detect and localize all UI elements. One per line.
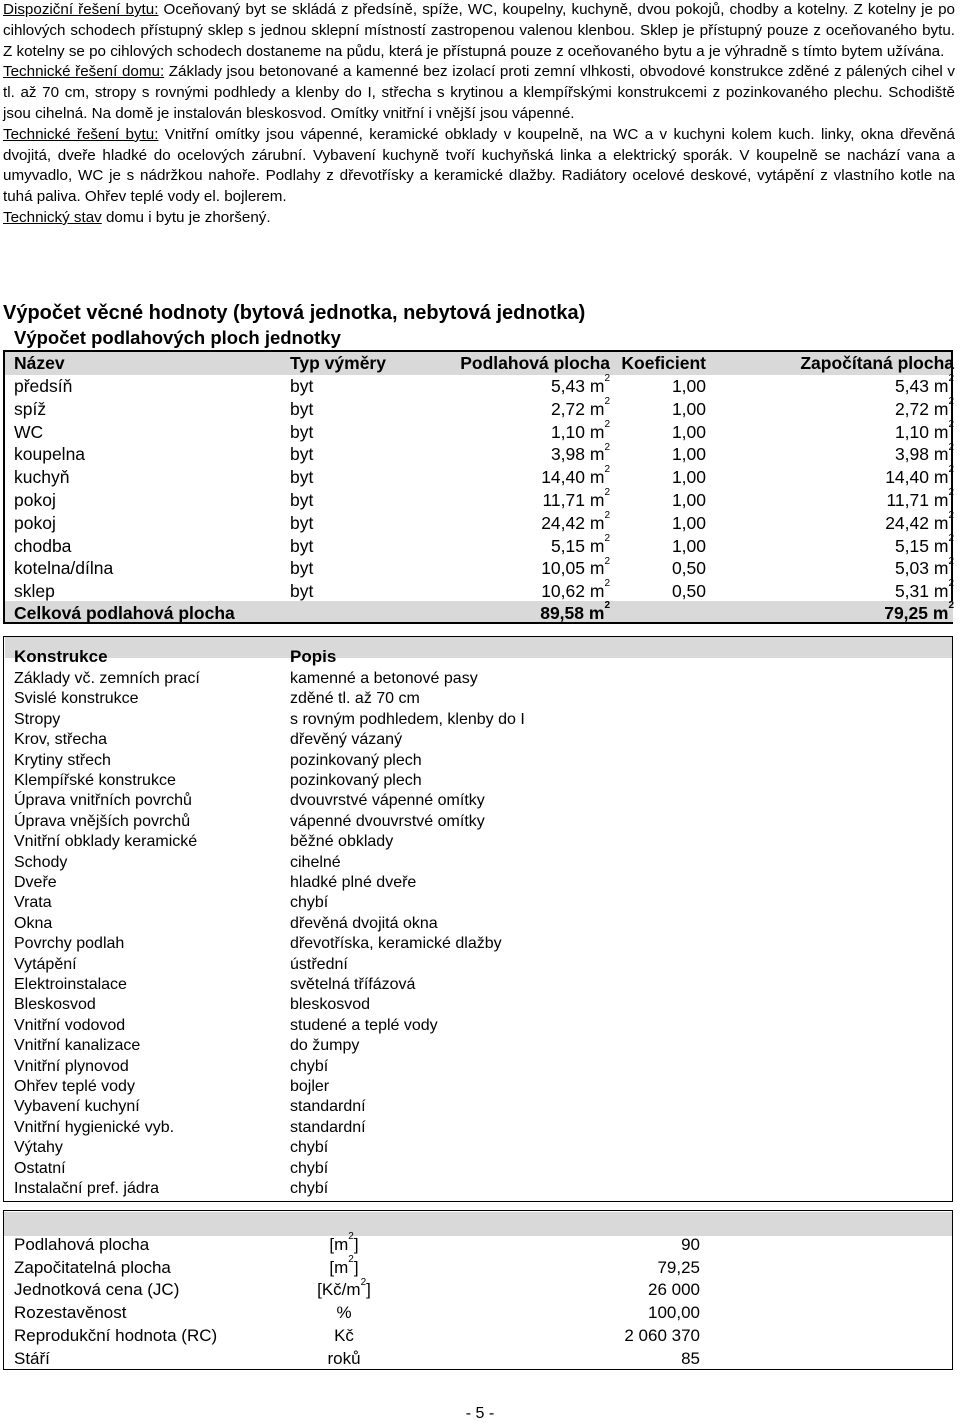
measure-type: byt [290, 490, 314, 510]
measure-type: byt [290, 467, 314, 488]
construction-row [14, 873, 914, 893]
construction-name: Vybavení kuchyní [14, 1098, 140, 1116]
construction-row [14, 751, 914, 771]
flat-tech-label: Technické řešení bytu: [3, 125, 159, 143]
construction-row [14, 1036, 914, 1056]
area-row [14, 489, 954, 511]
coefficient: 1,00 [671, 490, 706, 510]
disposition-text: Oceňovaný byt se skládá z předsíně, spíže, WC, koupelny, kuchyně, dvou pokojů, chodby a kotelny. Z kotelny je po cihlových schodech přístupný sklep s jednou sklepní místností zastropenou valenou klenbou. Sklep je přístupný pouze z oceňovaného bytu. Z kotelny se po cihlových schodech dostaneme na půdu, která je přístupná pouze z oceňovaného bytu a je výhradně s tímto bytem užívána. [3, 1, 955, 60]
construction-name: Stropy [14, 710, 61, 728]
construction-row [14, 791, 914, 811]
summary-label: Jednotková cena (JC) [14, 1280, 180, 1300]
construction-name: Klempířské konstrukce [14, 772, 176, 789]
room-name: pokoj [14, 512, 56, 533]
construction-description: bojler [290, 1078, 330, 1095]
area-row [14, 418, 954, 443]
unit-exponent: 2 [348, 1231, 354, 1243]
disposition-label: Dispoziční řešení bytu: [3, 1, 159, 18]
unit-exponent: 2 [604, 487, 610, 499]
summary-value: 100,00 [648, 1303, 700, 1323]
measure-type: byt [290, 558, 314, 579]
floor-area: 5,43 $m^2$ [550, 373, 610, 396]
summary-value: 2 060 370 [624, 1325, 700, 1345]
counted-area: 3,98 $m^2$ [894, 441, 954, 465]
measure-type: byt [290, 398, 314, 419]
flat-tech-text: Vnitřní omítky jsou vápenné, keramické obklady v koupelně, na WC a v kuchyni kolem kuch. linky, okna dřevěná dvojitá, dveře hladké do ocelových zárubní. Vybavení kuchyně tvoří kuchyňská linka a elektrický sporák. V koupelně se nachází vana a umyvadlo, WC je s nádržkou nahoře. Podlahy z dřevotřísky a keramické dlažby. Radiátory ocelové deskové, vytápění z vlastního kotle na tuhá paliva. Ohřev teplé vody el. bojlerem. [3, 125, 955, 206]
column-header: Konstrukce [14, 647, 108, 666]
floor-area: 5,15 $m^2$ [550, 532, 610, 556]
construction-name: Výtahy [14, 1139, 63, 1157]
floor-area: 10,05 $m^2$ [541, 555, 610, 579]
construction-row [14, 1159, 914, 1179]
construction-name: Vytápění [14, 955, 77, 973]
unit-exponent: 2 [948, 487, 954, 499]
summary-value: 79,25 [657, 1257, 700, 1277]
construction-name: Základy vč. zemních prací [14, 670, 200, 687]
area-row [14, 509, 954, 534]
construction-description: chybí [290, 1159, 329, 1177]
room-name: chodba [14, 535, 72, 556]
summary-row [14, 1348, 914, 1370]
construction-row [14, 955, 914, 975]
construction-description: cihelné [290, 853, 341, 871]
intro-text [3, 0, 955, 229]
house-tech-text: Základy jsou betonované a kamenné bez izolací proti zemní vlhkosti, obvodové konstrukce zděné z pálených cihel v tl. až 70 cm, stropy s rovnými podhledy a klenby do I, střecha s krytinou a klempířskými konstrukcemi z pozinkovaného plechu. Schodiště jsou cihelná. Na domě je instalován bleskosvod. Omítky vnitřní i vnější jsou vápenné. [3, 63, 955, 122]
room-name: sklep [14, 581, 55, 602]
construction-name: Dveře [14, 874, 57, 891]
construction-row [14, 832, 914, 852]
room-name: kotelna/dílna [14, 558, 114, 579]
construction-row [14, 853, 914, 873]
construction-row [14, 1118, 914, 1138]
summary-value: 90 [681, 1235, 700, 1254]
measure-type: byt [290, 376, 314, 396]
construction-description: chybí [290, 1180, 329, 1197]
area-row [14, 443, 954, 465]
measure-type: byt [290, 444, 314, 465]
coefficient: 1,00 [671, 398, 706, 419]
construction-row [14, 995, 914, 1015]
summary-unit: $[Kč/m^2]$ [317, 1276, 371, 1300]
counted-area: 14,40 $m^2$ [885, 464, 954, 488]
construction-header [14, 647, 914, 667]
measure-type: byt [290, 421, 314, 442]
construction-row [14, 689, 914, 709]
construction-description: dvouvrstvé vápenné omítky [290, 792, 485, 810]
floor-area: 14,40 $m^2$ [541, 464, 610, 488]
construction-name: Vnitřní hygienické vyb. [14, 1118, 175, 1136]
unit-exponent: 2 [948, 600, 954, 612]
unit-exponent: 2 [604, 578, 610, 590]
construction-row [14, 1016, 914, 1036]
unit-exponent: 2 [948, 464, 954, 476]
room-name: WC [14, 421, 44, 442]
construction-description: chybí [290, 1139, 329, 1157]
room-name: předsíň [14, 376, 73, 396]
room-name: spíž [14, 398, 47, 419]
summary-label: Započitatelná plocha [14, 1257, 171, 1277]
construction-description: ústřední [290, 955, 348, 973]
summary-value: 85 [681, 1348, 700, 1368]
unit-exponent: 2 [948, 555, 954, 567]
measure-type: byt [290, 535, 314, 556]
construction-description: chybí [290, 894, 329, 912]
construction-name: Ohřev teplé vody [14, 1078, 135, 1095]
tech-state-paragraph [3, 208, 955, 229]
counted-area: 11,71 $m^2$ [886, 487, 954, 510]
construction-description: pozinkovaný plech [290, 751, 422, 769]
construction-description: zděné tl. až 70 cm [290, 690, 420, 708]
unit-exponent: 2 [604, 441, 610, 453]
summary-unit: Kč [334, 1325, 354, 1345]
unit-exponent: 2 [348, 1254, 354, 1266]
construction-name: Úprava vnějších povrchů [14, 812, 191, 830]
area-row [14, 557, 954, 579]
summary-row [14, 1254, 914, 1279]
construction-name: Vrata [14, 894, 52, 912]
unit-exponent: 2 [948, 509, 954, 521]
construction-row [14, 1077, 914, 1097]
house-tech-label: Technické řešení domu: [3, 63, 165, 81]
unit-exponent: 2 [948, 373, 954, 385]
column-header: Popis [290, 647, 337, 666]
construction-name: Instalační pref. jádra [14, 1180, 159, 1197]
unit-exponent: 2 [604, 395, 610, 407]
construction-name: Schody [14, 853, 68, 871]
total-counted-area: 79,25 $m^2$ [884, 600, 954, 623]
room-name: pokoj [14, 490, 56, 510]
construction-row [14, 710, 914, 730]
unit-exponent: 2 [948, 395, 954, 407]
coefficient: 1,00 [671, 444, 706, 465]
construction-name: Vnitřní plynovod [14, 1057, 129, 1075]
area-total-row [14, 602, 954, 624]
construction-row [14, 1179, 914, 1199]
summary-value: 26 000 [648, 1280, 700, 1300]
tech-state-text: domu i bytu je zhoršený. [101, 208, 271, 226]
construction-name: Vnitřní kanalizace [14, 1037, 141, 1055]
counted-area: 1,10 $m^2$ [894, 418, 954, 442]
unit-exponent: 2 [948, 578, 954, 590]
summary-label: Rozestavěnost [14, 1303, 127, 1323]
summary-unit: roků [327, 1348, 361, 1368]
construction-description: standardní [290, 1118, 366, 1136]
summary-label: Reprodukční hodnota (RC) [14, 1325, 218, 1345]
counted-area: 5,15 $m^2$ [894, 532, 954, 556]
coefficient: 1,00 [671, 512, 706, 533]
unit-exponent: 2 [604, 464, 610, 476]
unit-exponent: 2 [604, 532, 610, 544]
page-number: - 5 - [465, 1405, 495, 1422]
construction-name: Povrchy podlah [14, 935, 125, 953]
unit-exponent: 2 [948, 418, 954, 430]
coefficient: 1,00 [671, 376, 706, 396]
house-tech-paragraph [3, 62, 955, 124]
construction-description: dřevěný vázaný [290, 731, 403, 749]
construction-description: pozinkovaný plech [290, 772, 422, 789]
floor-area: 24,42 $m^2$ [541, 509, 610, 533]
construction-description: kamenné a betonové pasy [290, 670, 478, 687]
summary-unit: $[m^2]$ [329, 1231, 359, 1254]
construction-name: Ostatní [14, 1159, 66, 1177]
construction-name: Bleskosvod [14, 996, 96, 1014]
coefficient: 1,00 [671, 467, 706, 488]
summary-label: Stáří [14, 1348, 50, 1368]
subsection-heading: Výpočet podlahových ploch jednotky [14, 327, 341, 348]
unit-exponent: 2 [604, 555, 610, 567]
floor-area: 11,71 $m^2$ [542, 487, 610, 510]
area-row [14, 466, 954, 488]
construction-name: Okna [14, 914, 53, 932]
area-row [14, 580, 954, 602]
coefficient: 0,50 [671, 581, 706, 602]
construction-description: běžné obklady [290, 833, 394, 851]
coefficient: 1,00 [671, 421, 706, 442]
tech-state-label: Technický stav [3, 208, 102, 226]
unit-exponent: 2 [604, 418, 610, 430]
floor-area: 2,72 $m^2$ [550, 395, 610, 419]
column-header: Typ výměry [290, 353, 386, 373]
construction-name: Svislé konstrukce [14, 690, 139, 708]
construction-description: studené a teplé vody [290, 1016, 438, 1034]
floor-area: 3,98 $m^2$ [550, 441, 610, 465]
total-label: Celková podlahová plocha [14, 603, 235, 623]
counted-area: 5,43 $m^2$ [894, 373, 954, 396]
unit-exponent: 2 [604, 600, 610, 612]
construction-row [14, 893, 914, 913]
construction-name: Vnitřní obklady keramické [14, 833, 198, 851]
summary-row [14, 1276, 914, 1301]
unit-exponent: 2 [360, 1276, 367, 1288]
area-row [14, 395, 954, 420]
measure-type: byt [290, 512, 314, 533]
room-name: koupelna [14, 444, 86, 465]
counted-area: 24,42 $m^2$ [885, 509, 954, 533]
unit-exponent: 2 [948, 532, 954, 544]
room-name: kuchyň [14, 467, 70, 488]
construction-description: vápenné dvouvrstvé omítky [290, 812, 485, 830]
area-table-header [14, 352, 954, 374]
construction-description: standardní [290, 1098, 366, 1116]
construction-row [14, 1057, 914, 1077]
summary-row [14, 1231, 914, 1256]
construction-description: hladké plné dveře [290, 874, 417, 891]
construction-row [14, 771, 914, 791]
construction-name: Elektroinstalace [14, 976, 127, 993]
construction-description: dřevěná dvojitá okna [290, 914, 438, 932]
summary-label: Podlahová plocha [14, 1235, 150, 1254]
total-floor-area: 89,58 $m^2$ [540, 600, 610, 623]
coefficient: 0,50 [671, 558, 706, 579]
disposition-paragraph [3, 0, 955, 62]
summary-row [14, 1302, 914, 1324]
section-heading: Výpočet věcné hodnoty (bytová jednotka, nebytová jednotka) [3, 302, 586, 324]
unit-exponent: 2 [948, 441, 954, 453]
column-header: Započítaná plocha [800, 353, 954, 373]
column-header: Koeficient [621, 353, 706, 373]
construction-description: světelná třífázová [290, 976, 416, 993]
flat-tech-paragraph [3, 125, 955, 208]
construction-description: bleskosvod [290, 996, 371, 1014]
construction-description: dřevotříska, keramické dlažby [290, 935, 502, 953]
floor-area: 1,10 $m^2$ [550, 418, 610, 442]
construction-row [14, 1138, 914, 1158]
coefficient: 1,00 [671, 535, 706, 556]
summary-row [14, 1325, 914, 1347]
construction-row [14, 934, 914, 954]
construction-row [14, 812, 914, 832]
construction-description: do žumpy [290, 1037, 360, 1055]
column-header: Podlahová plocha [460, 353, 610, 373]
unit-exponent: 2 [604, 373, 610, 385]
construction-description: chybí [290, 1057, 329, 1075]
construction-name: Úprava vnitřních povrchů [14, 792, 192, 810]
summary-unit: % [336, 1303, 352, 1323]
construction-description: s rovným podhledem, klenby do I [290, 710, 525, 728]
counted-area: 5,03 $m^2$ [894, 555, 954, 579]
area-row [14, 532, 954, 557]
construction-name: Krytiny střech [14, 751, 111, 769]
construction-row [14, 914, 914, 934]
measure-type: byt [290, 581, 314, 602]
construction-row [14, 669, 914, 689]
column-header: Název [14, 353, 65, 373]
construction-name: Vnitřní vodovod [14, 1016, 126, 1034]
summary-unit: $[m^2]$ [329, 1254, 359, 1277]
area-row [14, 375, 954, 397]
unit-exponent: 2 [604, 509, 610, 521]
construction-name: Krov, střecha [14, 731, 108, 749]
construction-row [14, 730, 914, 750]
counted-area: 2,72 $m^2$ [894, 395, 954, 419]
construction-row [14, 975, 914, 995]
floor-area: 10,62 $m^2$ [541, 578, 610, 602]
construction-row [14, 1097, 914, 1117]
counted-area: 5,31 $m^2$ [894, 578, 954, 602]
